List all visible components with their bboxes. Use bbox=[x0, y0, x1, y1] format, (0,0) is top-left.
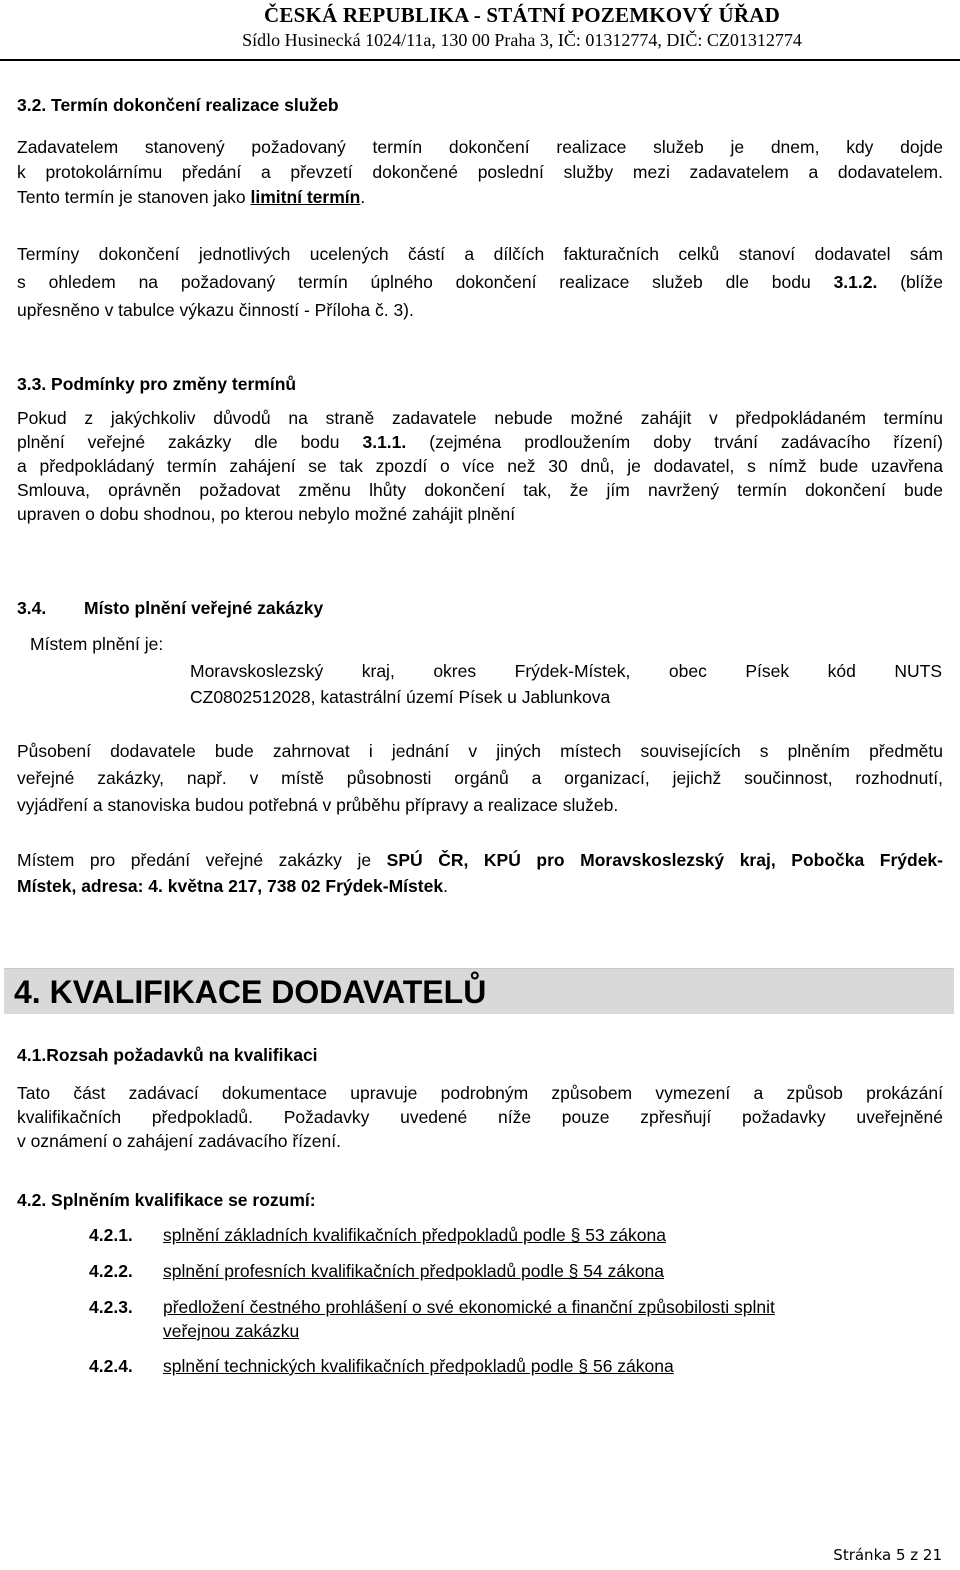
s33-line3: a předpokládaný termín zahájení se tak zpozdí o více než 30 dnů, je dodavatel, s nímž bude uzavřena bbox=[17, 456, 943, 476]
list-item-link[interactable]: splnění technických kvalifikačních předpokladů podle § 56 zákona bbox=[163, 1356, 674, 1376]
header-address: Sídlo Husinecká 1024/11a, 130 00 Praha 3, IČ: 01312774, DIČ: CZ01312774 bbox=[242, 30, 802, 50]
limit-term-text: limitní termín bbox=[250, 187, 361, 207]
list-item-link[interactable]: splnění profesních kvalifikačních předpokladů podle § 54 zákona bbox=[163, 1261, 665, 1281]
section-3-3-heading: 3.3. Podmínky pro změny termínů bbox=[17, 374, 297, 394]
s32-p2-line1: Termíny dokončení jednotlivých ucelených částí a dílčích fakturačních celků stanoví dodavatel sám bbox=[17, 244, 943, 264]
section-3-4-title: Místo plnění veřejné zakázky bbox=[84, 598, 324, 618]
s32-p1-line3: Tento termín je stanoven jako limitní termín. bbox=[17, 187, 366, 207]
header-rule bbox=[0, 59, 960, 61]
list-item-number: 4.2.1. bbox=[89, 1225, 133, 1245]
chapter-4-title: 4. KVALIFIKACE DODAVATELŮ bbox=[4, 968, 954, 1014]
section-4-1-heading: 4.1.Rozsah požadavků na kvalifikaci bbox=[17, 1045, 318, 1065]
list-item-number: 4.2.4. bbox=[89, 1356, 133, 1376]
s34-address-line2: CZ0802512028, katastrální území Písek u Jablunkova bbox=[190, 687, 611, 707]
s34-address-line1: Moravskoslezský kraj, okres Frýdek-Místek, obec Písek kód NUTS bbox=[190, 661, 942, 681]
s32-p1-line2: k protokolárnímu předání a převzetí dokončené poslední služby mezi zadavatelem a dodavatelem. bbox=[17, 162, 943, 182]
s41-line1: Tato část zadávací dokumentace upravuje podrobným způsobem vymezení a způsob prokázání bbox=[17, 1083, 943, 1103]
s33-line5: upraven o dobu shodnou, po kterou nebylo možné zahájit plnění bbox=[17, 504, 516, 524]
s34-p-line2: veřejné zakázky, např. v místě působnosti orgánů a organizací, jejichž součinnost, rozhodnutí, bbox=[17, 768, 943, 788]
s34-intro: Místem plnění je: bbox=[30, 634, 164, 654]
list-item-number: 4.2.3. bbox=[89, 1297, 133, 1317]
s34-p-line3: vyjádření a stanoviska budou potřebná v průběhu přípravy a realizace služeb. bbox=[17, 795, 619, 815]
s32-p1-line1: Zadavatelem stanovený požadovaný termín dokončení realizace služeb je dnem, kdy dojde bbox=[17, 137, 943, 157]
section-3-2-heading: 3.2. Termín dokončení realizace služeb bbox=[17, 95, 339, 115]
list-item-link[interactable]: předložení čestného prohlášení o své ekonomické a finanční způsobilosti splnit bbox=[163, 1297, 775, 1317]
s41-line2: kvalifikačních předpokladů. Požadavky uvedené níže pouze zpřesňují požadavky uveřejněné bbox=[17, 1107, 943, 1127]
s33-line2: plnění veřejné zakázky dle bodu 3.1.1. (zejména prodloužením doby trvání zadávacího řízení) bbox=[17, 432, 943, 452]
section-3-4-number: 3.4. bbox=[17, 598, 47, 618]
section-4-2-heading: 4.2. Splněním kvalifikace se rozumí: bbox=[17, 1190, 316, 1210]
list-item-number: 4.2.2. bbox=[89, 1261, 133, 1281]
page-number: Stránka 5 z 21 bbox=[833, 1546, 942, 1564]
list-item-link-cont[interactable]: veřejnou zakázku bbox=[163, 1321, 300, 1341]
list-item-link[interactable]: splnění základních kvalifikačních předpokladů podle § 53 zákona bbox=[163, 1225, 666, 1245]
header-office-name: ČESKÁ REPUBLIKA - STÁTNÍ POZEMKOVÝ ÚŘAD bbox=[264, 3, 780, 27]
s33-line1: Pokud z jakýchkoliv důvodů na straně zadavatele nebude možné zahájit v předpokládaném termínu bbox=[17, 408, 943, 428]
s41-line3: v oznámení o zahájení zadávacího řízení. bbox=[17, 1131, 341, 1151]
s33-line4: Smlouva, oprávněn požadovat změnu lhůty dokončení tak, že jím navržený termín dokončení bude bbox=[17, 480, 943, 500]
s32-p2-line3: upřesněno v tabulce výkazu činností - Příloha č. 3). bbox=[17, 300, 414, 320]
s34-p-line1: Působení dodavatele bude zahrnovat i jednání v jiných místech souvisejících s plněním předmětu bbox=[17, 741, 943, 761]
s32-p2-line2: s ohledem na požadovaný termín úplného dokončení realizace služeb dle bodu 3.1.2. (blíže bbox=[17, 272, 943, 292]
s34-handover-line1: Místem pro předání veřejné zakázky je SPÚ ČR, KPÚ pro Moravskoslezský kraj, Pobočka Frýdek- bbox=[17, 850, 943, 870]
s34-handover-line2: Místek, adresa: 4. května 217, 738 02 Frýdek-Místek. bbox=[17, 876, 448, 896]
